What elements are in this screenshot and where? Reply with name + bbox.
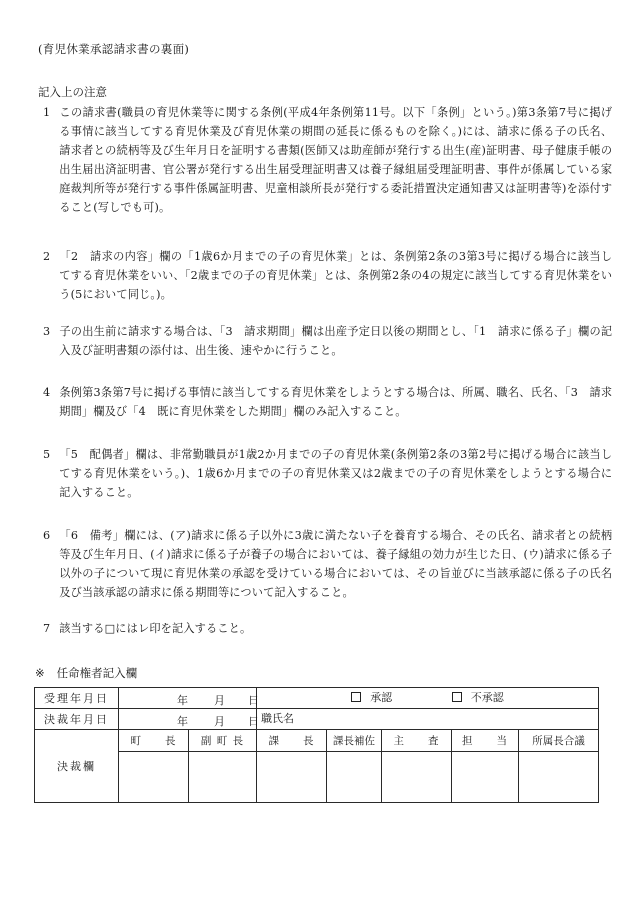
seal-box-mayor[interactable] (119, 752, 189, 803)
approver-section-chief: 課 長 (257, 730, 327, 752)
note-number: 2 (43, 250, 51, 263)
approver-staff: 担 当 (452, 730, 519, 752)
note-number: 6 (43, 529, 51, 542)
approve-option[interactable] (351, 688, 392, 708)
official-name-field[interactable] (257, 709, 598, 729)
seal-box-department-head[interactable] (519, 752, 599, 803)
approver-mayor: 町 長 (119, 730, 189, 752)
year-label: 年 (177, 694, 188, 707)
note-text: 「5 配偶者」欄は、非常勤職員が1歳2か月までの子の育児休業(条例第2条の3第2号に掲げる場合に該当してする育児休業をいう。)、1歳6か月までの子の育児休業又は2歳までの子の育児休業をしようとする場合に記入すること。 (59, 448, 613, 499)
note-item (43, 619, 612, 638)
note-number: 4 (43, 386, 51, 399)
reject-option[interactable] (452, 688, 504, 708)
note-number: 5 (43, 448, 51, 461)
day-label: 日 (248, 715, 259, 728)
note-number: 3 (43, 325, 51, 338)
seal-box-deputy-mayor[interactable] (189, 752, 257, 803)
decision-date-field[interactable] (119, 709, 257, 730)
note-text: 該当する□にはレ印を記入すること。 (59, 622, 252, 635)
approver-deputy-mayor: 副 町 長 (189, 730, 257, 752)
reject-checkbox[interactable] (452, 692, 462, 702)
seal-box-supervisor[interactable] (382, 752, 452, 803)
note-item (43, 103, 612, 217)
page-heading: (育児休業承認請求書の裏面) (38, 42, 190, 56)
approval-label: 決裁欄 (35, 730, 119, 803)
approver-assistant-chief: 課長補佐 (327, 730, 382, 752)
authority-heading-text: 任命権者記入欄 (56, 666, 138, 680)
decision-options (257, 688, 598, 709)
note-number: 1 (43, 106, 51, 119)
note-text: 「6 備考」欄には、(ア)請求に係る子以外に3歳に満たない子を養育する場合、その氏名、請求者との続柄等及び生年月日、(イ)請求に係る子が養子の場合においては、養子縁組の効力が生じた日、(ウ)請求に係る子以外の子について現に育児休業の承認を受けている場合においては、その旨並びに当該承認に係る子の氏名及び当該承認の請求に係る期間等について記入すること。 (59, 529, 613, 599)
note-text: 条例第3条第7号に掲げる事情に該当してする育児休業をしようとする場合は、所属、職名、氏名、「3 請求期間」欄及び「4 既に育児休業をした期間」欄のみ記入すること。 (59, 386, 613, 418)
notes-heading: 記入上の注意 (38, 85, 107, 99)
approver-department-head: 所属長合議 (519, 730, 599, 752)
authority-table (34, 687, 599, 803)
year-label: 年 (177, 715, 188, 728)
note-item (43, 383, 612, 421)
decision-date-label: 決裁年月日 (35, 709, 119, 730)
receipt-date-field[interactable] (119, 688, 257, 709)
note-item (43, 526, 612, 602)
decision-area (257, 688, 599, 730)
approve-checkbox[interactable] (351, 692, 361, 702)
receipt-date-label: 受理年月日 (35, 688, 119, 709)
approve-label: 承認 (370, 691, 393, 704)
note-item (43, 445, 612, 502)
authority-section-heading (35, 665, 137, 681)
note-text: 「2 請求の内容」欄の「1歳6か月までの子の育児休業」とは、条例第2条の3第3号に掲げる場合に該当してする育児休業をいい、「2歳までの子の育児休業」とは、条例第2条の4の規定に該当してする育児休業をいう(5において同じ。)。 (59, 250, 613, 301)
day-label: 日 (248, 694, 259, 707)
reject-label: 不承認 (470, 691, 504, 704)
seal-box-section-chief[interactable] (257, 752, 327, 803)
note-item (43, 247, 612, 304)
official-title-label: 職氏名 (261, 712, 294, 725)
seal-box-assistant-chief[interactable] (327, 752, 382, 803)
note-item (43, 322, 612, 360)
note-text: 子の出生前に請求する場合は、「3 請求期間」欄は出産予定日以後の期間とし、「1 請求に係る子」欄の記入及び証明書類の添付は、出生後、速やかに行うこと。 (59, 325, 613, 357)
approver-supervisor: 主 査 (382, 730, 452, 752)
reference-mark: ※ (35, 666, 45, 680)
note-number: 7 (43, 622, 51, 635)
month-label: 月 (214, 694, 225, 707)
seal-box-staff[interactable] (452, 752, 519, 803)
note-text: この請求書(職員の育児休業等に関する条例(平成4年条例第11号。以下「条例」という。)第3条第7号に掲げる事情に該当してする育児休業及び育児休業の期間の延長に係るものを除く。)には、請求に係る子の氏名、請求者との続柄等及び生年月日を証明する書類(医師又は助産師が発行する出生(産)証明書、母子健康手帳の出生届出済証明書、官公署が発行する出生届受理証明書又は養子縁組届受理証明書、事件が係属している家庭裁判所等が発行する事件係属証明書、児童相談所長が発行する委託措置決定通知書又は証明書等)を添付すること(写しでも可)。 (59, 106, 613, 214)
month-label: 月 (214, 715, 225, 728)
